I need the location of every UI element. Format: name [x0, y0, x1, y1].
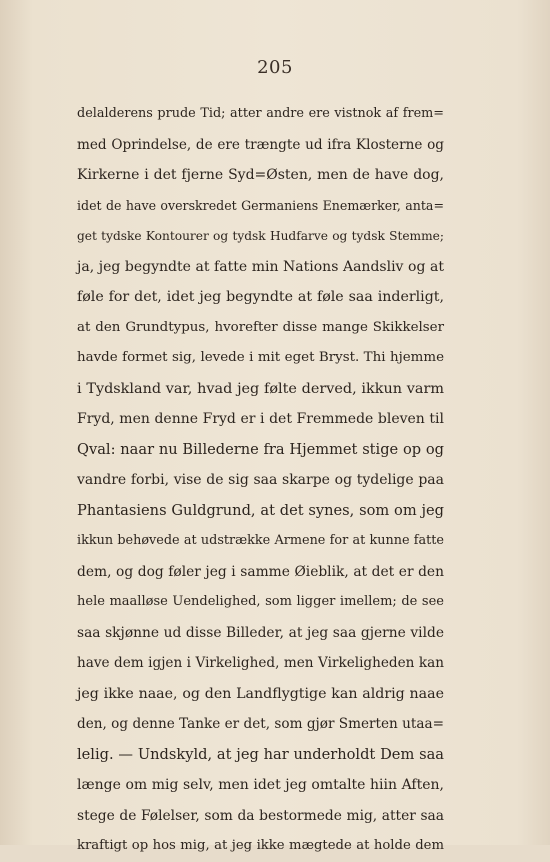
body-text: [77, 99, 444, 862]
text-line: længe om mig selv, men idet jeg omtalte hiin Aften,: [77, 777, 444, 793]
text-line: lelig. — Undskyld, at jeg har underholdt Dem saa: [77, 745, 444, 763]
text-line: den, og denne Tanke er det, som gjør Smerten utaa=: [77, 716, 444, 732]
text-line: i Tydskland var, hvad jeg følte derved, ikkun varm: [77, 380, 444, 397]
page-number: 205: [257, 57, 293, 78]
text-line: føle for det, idet jeg begyndte at føle saa inderligt,: [77, 289, 444, 305]
text-line: Kirkerne i det fjerne Syd=Østen, men de have dog,: [77, 167, 444, 183]
text-line: ja, jeg begyndte at fatte min Nations Aandsliv og at: [77, 258, 444, 275]
text-line: havde formet sig, levede i mit eget Bryst. Thi hjemme: [77, 350, 444, 365]
text-line: have dem igjen i Virkelighed, men Virkeligheden kan: [77, 655, 444, 671]
text-line: vandre forbi, vise de sig saa skarpe og tydelige paa: [77, 472, 444, 488]
text-line: Fryd, men denne Fryd er i det Fremmede bleven til: [77, 411, 444, 427]
text-line: get tydske Kontourer og tydsk Hudfarve og tydsk Stemme;: [77, 229, 444, 243]
text-line: kraftigt op hos mig, at jeg ikke mægtede at holde dem: [77, 838, 444, 853]
text-line: med Oprindelse, de ere trængte ud ifra Klosterne og: [77, 136, 444, 153]
text-line: Qval: naar nu Billederne fra Hjemmet stige op og: [77, 440, 444, 458]
text-line: stege de Følelser, som da bestormede mig, atter saa: [77, 807, 444, 824]
text-line: ikkun behøvede at udstrække Armene for at kunne fatte: [77, 533, 444, 548]
text-line: Phantasiens Guldgrund, at det synes, som om jeg: [77, 501, 444, 519]
text-line: saa skjønne ud disse Billeder, at jeg saa gjerne vilde: [77, 624, 444, 641]
text-line: idet de have overskredet Germaniens Enemærker, anta=: [77, 197, 444, 213]
text-line: dem, og dog føler jeg i samme Øieblik, at det er den: [77, 563, 444, 580]
text-line: delalderens prude Tid; atter andre ere vistnok af frem=: [77, 106, 444, 121]
text-line: jeg ikke naae, og den Landflygtige kan aldrig naae: [77, 685, 444, 702]
text-line: at den Grundtypus, hvorefter disse mange Skikkelser: [77, 319, 444, 335]
text-line: hele maalløse Uendelighed, som ligger imellem; de see: [77, 594, 444, 609]
